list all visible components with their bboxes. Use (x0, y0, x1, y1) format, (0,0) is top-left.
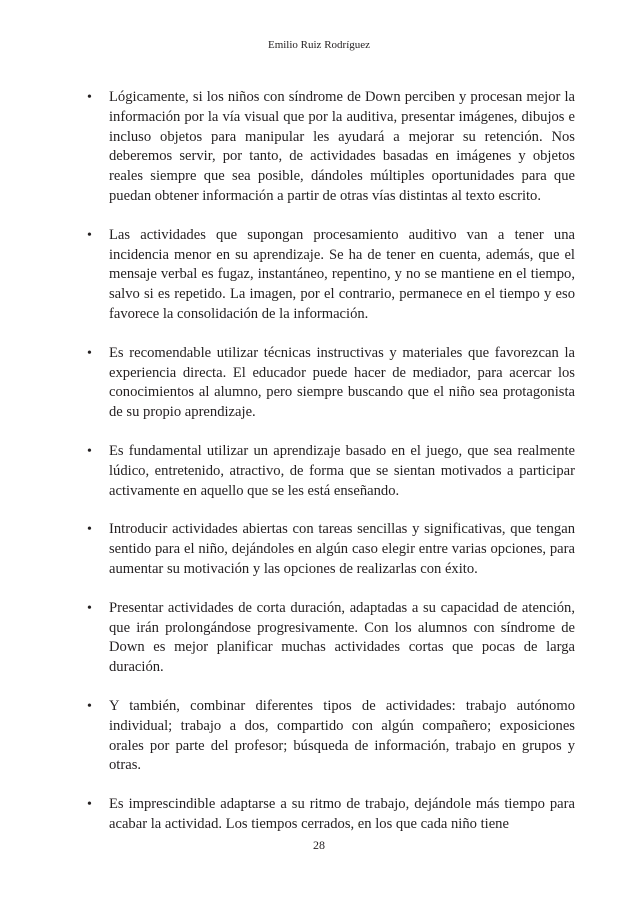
list-item-text: Lógicamente, si los niños con síndrome de Down perciben y procesan mejor la información por la vía visual que por la auditiva, presentar imágenes, dibujos e incluso objetos para manipular les ayudará a mejorar su retención. Nos deberemos servir, por tanto, de actividades basadas en imágenes y objetos reales siempre que sea posible, dándoles múltiples oportunidades para que puedan obtener información a partir de otras vías distintas al texto escrito. (109, 89, 575, 204)
bullet-list (87, 88, 575, 835)
page-number: 28 (313, 838, 325, 852)
list-item-text: Es imprescindible adaptarse a su ritmo de trabajo, dejándole más tiempo para acabar la actividad. Los tiempos cerrados, en los que cada niño tiene (109, 796, 575, 832)
list-item-text: Y también, combinar diferentes tipos de actividades: trabajo autónomo individual; trabajo a dos, compartido con algún compañero; exposiciones orales por parte del profesor; búsqueda de información, trabajo en grupos y otras. (109, 697, 575, 774)
list-item-text: Presentar actividades de corta duración, adaptadas a su capacidad de atención, que irán prolongándose progresivamente. Con los alumnos con síndrome de Down es mejor planificar muchas actividades cortas que pocas de larga duración. (109, 599, 575, 676)
list-item (87, 442, 575, 501)
list-item (87, 344, 575, 423)
bullet-icon: • (87, 345, 92, 361)
list-item (87, 226, 575, 325)
bullet-icon: • (87, 600, 92, 616)
list-item-text: Es fundamental utilizar un aprendizaje basado en el juego, que sea realmente lúdico, entretenido, atractivo, de forma que se sientan motivados a participar activamente en aquello que se les está enseñando. (109, 442, 575, 499)
list-item-text: Las actividades que supongan procesamiento auditivo van a tener una incidencia menor en su aprendizaje. Se ha de tener en cuenta, además, que el mensaje verbal es fugaz, instantáneo, repentino, y no se mantiene en el tiempo, salvo si es repetido. La imagen, por el contrario, permanece en el tiempo y eso favorece la consolidación de la información. (109, 226, 575, 322)
list-item-text: Introducir actividades abiertas con tareas sencillas y significativas, que tengan sentido para el niño, dejándoles en algún caso elegir entre varias opciones, para aumentar su motivación y las opciones de realizarlas con éxito. (109, 521, 575, 577)
bullet-icon: • (87, 522, 92, 538)
list-item (87, 795, 575, 835)
running-header: Emilio Ruiz Rodríguez (267, 39, 371, 51)
bullet-icon: • (87, 227, 92, 243)
list-item (87, 599, 575, 678)
list-item (87, 88, 575, 207)
bullet-icon: • (87, 443, 92, 459)
bullet-icon: • (87, 90, 92, 105)
list-item-text: Es recomendable utilizar técnicas instructivas y materiales que favorezcan la experiencia directa. El educador puede hacer de mediador, para acercar los conocimientos al alumno, pero siempre buscando que el niño sea protagonista de su propio aprendizaje. (109, 344, 575, 421)
list-item (87, 697, 575, 776)
list-item (87, 520, 575, 579)
bullet-icon: • (87, 797, 92, 813)
bullet-icon: • (87, 698, 92, 714)
page-body (87, 88, 575, 854)
